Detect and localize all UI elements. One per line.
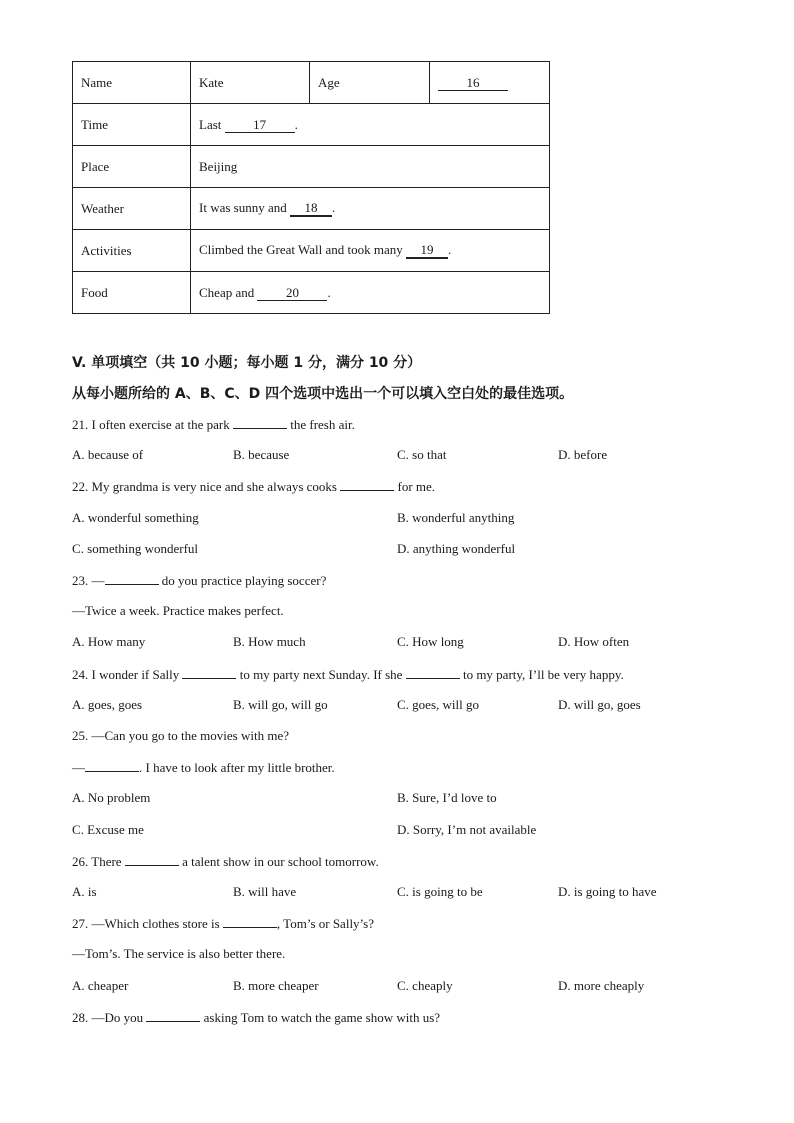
answer-gap[interactable] (406, 666, 460, 679)
option-d[interactable]: D. will go, goes (558, 697, 641, 712)
option-a[interactable]: A. because of (72, 447, 144, 462)
option-a[interactable]: A. cheaper (72, 978, 129, 993)
option-c[interactable]: C. so that (397, 447, 447, 462)
question-text: — (91, 573, 105, 588)
question-text: — (72, 760, 85, 775)
answer-gap[interactable] (125, 853, 179, 866)
section-instruction: 从每小题所给的 A、B、C、D 四个选项中选出一个可以填入空白处的最佳选项。 (72, 386, 574, 402)
option-c[interactable]: C. How long (397, 634, 464, 649)
option-a[interactable]: A. No problem (72, 790, 151, 805)
question-number: 22. (72, 479, 89, 494)
question-text: a talent show in our school tomorrow. (178, 854, 379, 869)
row-label: Activities (73, 230, 191, 272)
question-28 (72, 1009, 440, 1026)
row-value (191, 272, 550, 314)
question-number: 27. (72, 916, 89, 931)
option-b[interactable]: B. wonderful anything (397, 510, 515, 525)
option-b[interactable]: B. because (233, 447, 290, 462)
question-26 (72, 853, 379, 870)
table-row (73, 272, 550, 314)
question-number: 24. (72, 667, 89, 682)
question-number: 23. (72, 573, 89, 588)
option-d[interactable]: D. is going to have (558, 884, 657, 899)
question-text: I often exercise at the park (91, 417, 233, 432)
option-b[interactable]: B. will have (233, 884, 297, 899)
row-value (191, 104, 550, 146)
question-text: asking Tom to watch the game show with us? (200, 1010, 441, 1025)
question-number: 28. (72, 1010, 89, 1025)
question-22 (72, 478, 435, 495)
table-row (73, 230, 550, 272)
option-d[interactable]: D. more cheaply (558, 978, 645, 993)
answer-gap[interactable] (182, 666, 236, 679)
row-suffix: . (294, 116, 298, 132)
row-prefix: Last (199, 116, 225, 132)
answer-gap[interactable] (85, 759, 139, 772)
option-d[interactable]: D. Sorry, I’m not available (397, 822, 537, 837)
row-value (191, 188, 550, 230)
answer-blank-18[interactable]: 18 (290, 201, 332, 217)
question-text: My grandma is very nice and she always cooks (91, 479, 341, 494)
section-title: V. 单项填空（共 10 小题；每小题 1 分，满分 10 分） (72, 355, 422, 371)
answer-blank-19[interactable]: 19 (406, 243, 448, 259)
question-text: . I have to look after my little brother. (139, 760, 335, 775)
row-suffix: . (327, 284, 331, 300)
question-25 (72, 728, 289, 744)
row-label: Food (73, 272, 191, 314)
question-number: 25. (72, 728, 89, 743)
question-24 (72, 666, 624, 683)
option-c[interactable]: C. cheaply (397, 978, 453, 993)
option-c[interactable]: C. is going to be (397, 884, 483, 899)
question-text: —Do you (91, 1010, 147, 1025)
row-prefix: It was sunny and (199, 200, 290, 215)
option-d[interactable]: D. anything wonderful (397, 541, 516, 556)
option-a[interactable]: A. goes, goes (72, 697, 143, 712)
option-a[interactable]: A. wonderful something (72, 510, 199, 525)
answer-blank-16[interactable]: 16 (438, 76, 508, 91)
option-c[interactable]: C. something wonderful (72, 541, 199, 556)
row-prefix: Cheap and (199, 284, 258, 300)
option-a[interactable]: A. How many (72, 634, 146, 649)
option-d[interactable]: D. before (558, 447, 608, 462)
answer-gap[interactable] (223, 915, 277, 928)
answer-blank-20[interactable]: 20 (257, 286, 327, 301)
question-25-reply (72, 759, 335, 776)
option-b[interactable]: B. Sure, I’d love to (397, 790, 497, 805)
table-row (73, 62, 550, 104)
row-extra-label: Age (310, 62, 430, 104)
option-b[interactable]: B. How much (233, 634, 306, 649)
option-c[interactable]: C. Excuse me (72, 822, 144, 837)
question-21 (72, 416, 355, 433)
option-c[interactable]: C. goes, will go (397, 697, 479, 712)
question-text: to my party, I’ll be very happy. (459, 667, 624, 682)
row-blank-cell (430, 62, 550, 104)
answer-gap[interactable] (340, 478, 394, 491)
option-d[interactable]: D. How often (558, 634, 630, 649)
row-value: Kate (191, 62, 310, 104)
question-text: I wonder if Sally (91, 667, 183, 682)
row-value (191, 230, 550, 272)
question-text: to my party next Sunday. If she (236, 667, 406, 682)
option-b[interactable]: B. will go, will go (233, 697, 328, 712)
option-b[interactable]: B. more cheaper (233, 978, 319, 993)
table-row (73, 146, 550, 188)
row-label: Time (73, 104, 191, 146)
option-a[interactable]: A. is (72, 884, 97, 899)
table-row (73, 188, 550, 230)
answer-gap[interactable] (233, 416, 287, 429)
answer-gap[interactable] (146, 1009, 200, 1022)
row-value: Beijing (191, 146, 550, 188)
question-text: —Which clothes store is (91, 916, 223, 931)
question-number: 21. (72, 417, 89, 432)
question-text: the fresh air. (286, 417, 355, 432)
row-label: Place (73, 146, 191, 188)
row-label: Name (73, 62, 191, 104)
question-text: do you practice playing soccer? (158, 573, 327, 588)
question-23 (72, 572, 326, 589)
question-text: , Tom’s or Sally’s? (276, 916, 374, 931)
question-text: There (91, 854, 125, 869)
question-answer-line: —Tom’s. The service is also better there. (72, 946, 286, 961)
question-text: for me. (394, 479, 436, 494)
question-answer-line: —Twice a week. Practice makes perfect. (72, 603, 284, 618)
question-27 (72, 915, 374, 932)
row-label: Weather (73, 188, 191, 230)
question-text: —Can you go to the movies with me? (91, 728, 290, 743)
row-prefix: Climbed the Great Wall and took many (199, 242, 407, 257)
answer-blank-17[interactable]: 17 (225, 118, 295, 133)
row-suffix: . (332, 200, 336, 215)
question-number: 26. (72, 854, 89, 869)
table-row (73, 104, 550, 146)
row-suffix: . (448, 242, 452, 257)
info-table (72, 61, 550, 314)
answer-gap[interactable] (105, 572, 159, 585)
